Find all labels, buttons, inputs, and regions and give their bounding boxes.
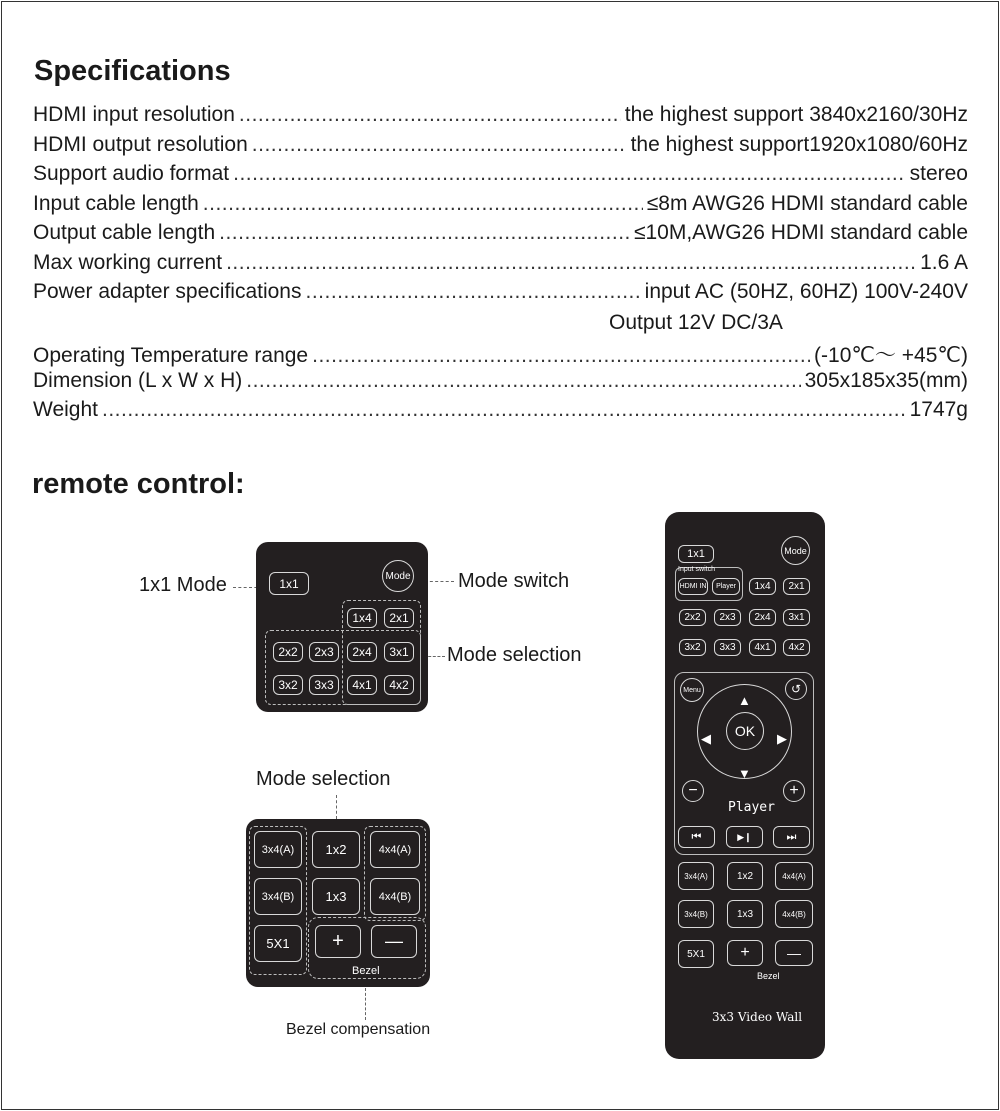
leader-dots [203,192,643,216]
button-3x2[interactable]: 3x2 [679,639,706,656]
spec-value: (-10℃～ +45℃) [814,344,968,367]
spec-label: Weight [33,398,98,421]
remote-detail-panel [256,542,428,712]
player-label: Player [728,800,775,815]
previous-track-icon[interactable]: ⏮ [678,826,715,848]
spec-value: the highest support1920x1080/60Hz [630,133,968,156]
button-4x2[interactable]: 4x2 [783,639,810,656]
leader-dots [305,280,640,304]
spec-row [33,251,968,280]
button-1x4[interactable]: 1x4 [749,578,776,595]
button-3x4-a[interactable]: 3x4(A) [678,862,714,890]
spec-value: 305x185x35(mm) [804,369,968,392]
spec-value: ≤8m AWG26 HDMI standard cable [646,192,968,215]
button-2x1[interactable]: 2x1 [384,608,414,628]
spec-label: Operating Temperature range [33,344,309,367]
button-1x1[interactable]: 1x1 [678,545,714,563]
play-pause-icon[interactable]: ▶❙ [726,826,763,848]
player-input-button[interactable]: Player [712,578,740,595]
spec-value-continued: Output 12V DC/3A [609,311,783,334]
menu-button[interactable]: Menu [680,678,704,702]
spec-row [33,133,968,162]
callout-bezel-compensation: Bezel compensation [286,1021,431,1038]
button-4x1[interactable]: 4x1 [749,639,776,656]
button-1x3[interactable]: 1x3 [312,878,360,915]
button-1x1[interactable]: 1x1 [269,572,309,595]
spec-value: stereo [909,162,968,185]
hdmi-in-button[interactable]: HDMI IN [678,578,708,595]
up-arrow-icon[interactable]: ▲ [738,693,751,708]
spec-row [33,369,968,398]
spec-label: Power adapter specifications [33,280,302,303]
leader-dots [246,369,800,393]
spec-value: ≤10M,AWG26 HDMI standard cable [633,221,968,244]
mode-button[interactable]: Mode [781,536,810,565]
leader-dots [252,133,627,157]
spec-label: Max working current [33,251,223,274]
plus-button[interactable]: + [783,780,805,802]
down-arrow-icon[interactable]: ▼ [738,766,751,781]
specifications-title: Specifications [34,55,231,87]
leader-dots [233,162,906,186]
button-3x3[interactable]: 3x3 [309,675,339,695]
button-3x1[interactable]: 3x1 [783,609,810,626]
spec-row [33,280,968,309]
bezel-plus-button[interactable]: + [315,925,361,958]
bezel-minus-button[interactable]: — [371,925,417,958]
leader-line [365,988,366,1020]
leader-line [336,795,337,819]
back-icon[interactable]: ↺ [785,678,807,700]
spec-value: 1747g [909,398,968,421]
mode-button[interactable]: Mode [382,560,414,592]
spec-value: input AC (50HZ, 60HZ) 100V-240V [644,280,968,303]
button-4x1[interactable]: 4x1 [347,675,377,695]
button-5x1[interactable]: 5X1 [678,940,714,968]
callout-1x1-mode: 1x1 Mode [139,574,227,596]
spec-label: Input cable length [33,192,199,215]
button-2x3[interactable]: 2x3 [714,609,741,626]
left-arrow-icon[interactable]: ◀ [701,731,711,746]
button-3x1[interactable]: 3x1 [384,642,414,662]
bezel-plus-button[interactable]: + [727,940,763,966]
spec-row [33,192,968,221]
leader-dots [219,221,630,245]
button-2x3[interactable]: 2x3 [309,642,339,662]
button-5x1[interactable]: 5X1 [254,925,302,962]
button-2x2[interactable]: 2x2 [273,642,303,662]
spec-label: Output cable length [33,221,216,244]
button-3x4-b[interactable]: 3x4(B) [254,878,302,915]
button-4x2[interactable]: 4x2 [384,675,414,695]
spec-value: 1.6 A [920,251,968,274]
button-4x4-a[interactable]: 4x4(A) [370,831,420,868]
remote-bezel-panel [246,819,430,987]
spec-label: Support audio format [33,162,230,185]
callout-mode-switch: Mode switch [458,570,570,592]
button-2x1[interactable]: 2x1 [783,578,810,595]
button-3x4-a[interactable]: 3x4(A) [254,831,302,868]
button-1x2[interactable]: 1x2 [312,831,360,868]
input-switch-label: Input switch [678,566,715,573]
spec-label: Dimension (L x W x H) [33,369,243,392]
next-track-icon[interactable]: ⏭ [773,826,810,848]
spec-label: HDMI output resolution [33,133,248,156]
button-2x4[interactable]: 2x4 [749,609,776,626]
leader-dots [239,103,621,127]
button-3x3[interactable]: 3x3 [714,639,741,656]
callout-mode-selection: Mode selection [256,768,391,790]
button-1x3[interactable]: 1x3 [727,900,763,928]
button-4x4-b[interactable]: 4x4(B) [775,900,813,928]
brand-label: 3x3 Video Wall [712,1010,803,1024]
callout-mode-selection: Mode selection [447,644,582,666]
button-3x2[interactable]: 3x2 [273,675,303,695]
leader-dots [312,344,810,368]
minus-button[interactable]: − [682,780,704,802]
button-4x4-b[interactable]: 4x4(B) [370,878,420,915]
button-4x4-a[interactable]: 4x4(A) [775,862,813,890]
button-3x4-b[interactable]: 3x4(B) [678,900,714,928]
bezel-label: Bezel [352,965,380,977]
bezel-minus-button[interactable]: — [775,940,813,966]
right-arrow-icon[interactable]: ▶ [777,731,787,746]
button-1x4[interactable]: 1x4 [347,608,377,628]
full-remote [665,512,825,1059]
remote-control-title: remote control: [32,468,245,500]
button-2x4[interactable]: 2x4 [347,642,377,662]
ok-button[interactable]: OK [726,712,764,750]
leader-dots [102,398,906,422]
spec-row [33,103,968,132]
bezel-label: Bezel [757,971,780,981]
spec-label: HDMI input resolution [33,103,235,126]
leader-dots [226,251,916,275]
button-1x2[interactable]: 1x2 [727,862,763,890]
spec-row [33,339,968,368]
spec-row [33,398,968,427]
spec-value: the highest support 3840x2160/30Hz [624,103,968,126]
spec-row [33,162,968,191]
spec-row [33,221,968,250]
button-2x2[interactable]: 2x2 [679,609,706,626]
